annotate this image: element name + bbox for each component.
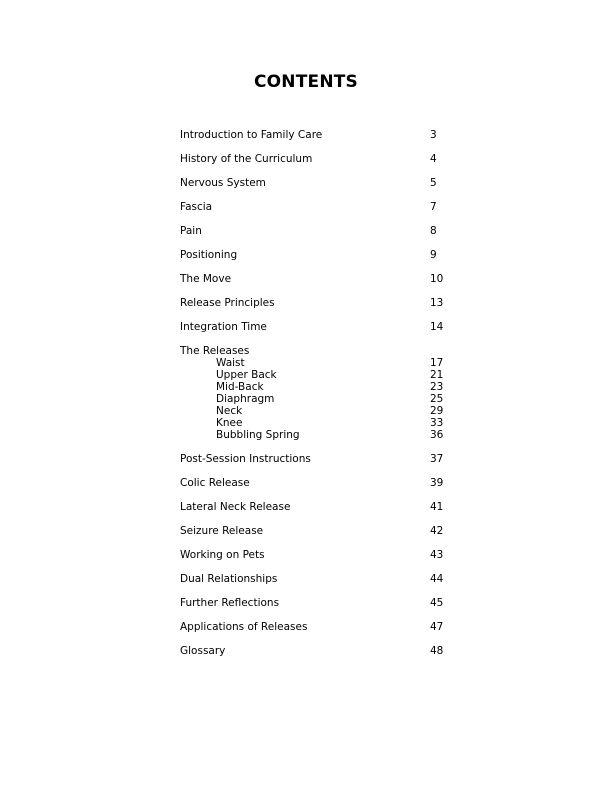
toc-page-number: 45 [430, 597, 444, 609]
toc-entry[interactable] [180, 477, 444, 489]
toc-entry-title: Upper Back [216, 369, 277, 381]
toc-entry[interactable] [180, 297, 444, 309]
toc-entry-title: Lateral Neck Release [180, 501, 291, 513]
toc-page-number: 17 [430, 357, 444, 369]
toc-entry[interactable] [180, 549, 444, 561]
toc-page-number: 3 [430, 129, 437, 141]
toc-page-number: 44 [430, 573, 444, 585]
toc-entry-title: Knee [216, 417, 243, 429]
toc-entry-title: The Move [180, 273, 232, 285]
toc-page-number: 33 [430, 417, 444, 429]
toc-entry-title: Seizure Release [180, 525, 264, 537]
toc-entry[interactable] [180, 405, 444, 417]
toc-entry-title: Further Reflections [180, 597, 280, 609]
toc-entry[interactable] [180, 129, 444, 141]
toc-page-number: 7 [430, 201, 437, 213]
toc-entry-title: Nervous System [180, 177, 266, 189]
toc-page-number: 41 [430, 501, 444, 513]
toc-entry-title: Fascia [180, 201, 213, 213]
toc-entry[interactable] [180, 369, 444, 381]
toc-entry[interactable] [180, 381, 444, 393]
toc-entry-title: History of the Curriculum [180, 153, 313, 165]
toc-entry[interactable] [180, 249, 444, 261]
toc-page-number: 25 [430, 393, 444, 405]
toc-page-number: 9 [430, 249, 437, 261]
toc-entry-title: Pain [180, 225, 202, 237]
toc-page-number: 23 [430, 381, 444, 393]
toc-entry-title: Post-Session Instructions [180, 453, 311, 465]
toc-entry-title: Introduction to Family Care [180, 129, 323, 141]
toc-entry-title: Glossary [180, 645, 226, 657]
toc-entry[interactable] [180, 597, 444, 609]
toc-entry-title: Bubbling Spring [216, 429, 300, 441]
toc-entry[interactable] [180, 525, 444, 537]
toc-entry-title: Colic Release [180, 477, 250, 489]
toc-entry-title: Dual Relationships [180, 573, 278, 585]
toc-entry[interactable] [180, 321, 444, 333]
toc-page-number: 36 [430, 429, 444, 441]
toc-page-number: 4 [430, 153, 437, 165]
toc-entry-title: Integration Time [180, 321, 267, 333]
toc-page-number: 14 [430, 321, 444, 333]
toc-entry[interactable] [180, 645, 444, 657]
toc-entry[interactable] [180, 621, 444, 633]
toc-entry[interactable] [180, 273, 444, 285]
toc-entry[interactable] [180, 177, 444, 189]
table-of-contents [180, 129, 444, 657]
toc-page-number: 43 [430, 549, 444, 561]
toc-entry[interactable] [180, 393, 444, 405]
toc-entry[interactable] [180, 501, 444, 513]
toc-entry[interactable] [180, 345, 444, 357]
toc-entry-title: Mid-Back [216, 381, 264, 393]
toc-page-number: 37 [430, 453, 444, 465]
toc-entry-title: Release Principles [180, 297, 275, 309]
toc-page-number: 48 [430, 645, 444, 657]
toc-page-number: 29 [430, 405, 444, 417]
toc-entry[interactable] [180, 453, 444, 465]
toc-entry[interactable] [180, 429, 444, 441]
toc-entry-title: Applications of Releases [180, 621, 308, 633]
toc-page-number: 8 [430, 225, 437, 237]
toc-entry[interactable] [180, 153, 444, 165]
toc-page-number: 21 [430, 369, 444, 381]
toc-entry[interactable] [180, 417, 444, 429]
toc-page-number: 42 [430, 525, 444, 537]
toc-entry-title: Positioning [180, 249, 238, 261]
toc-entry[interactable] [180, 225, 444, 237]
toc-entry[interactable] [180, 201, 444, 213]
toc-entry-title: Diaphragm [216, 393, 275, 405]
toc-page-number: 5 [430, 177, 437, 189]
toc-entry[interactable] [180, 573, 444, 585]
toc-entry-title: Neck [216, 405, 243, 417]
toc-page-number: 13 [430, 297, 444, 309]
toc-page-number: 10 [430, 273, 444, 285]
toc-page-number: 39 [430, 477, 444, 489]
toc-entry-title: Working on Pets [180, 549, 265, 561]
toc-entry[interactable] [180, 357, 444, 369]
page-title: CONTENTS [253, 72, 359, 92]
toc-page-number: 47 [430, 621, 444, 633]
toc-entry-title: The Releases [180, 345, 250, 357]
toc-entry-title: Waist [216, 357, 245, 369]
